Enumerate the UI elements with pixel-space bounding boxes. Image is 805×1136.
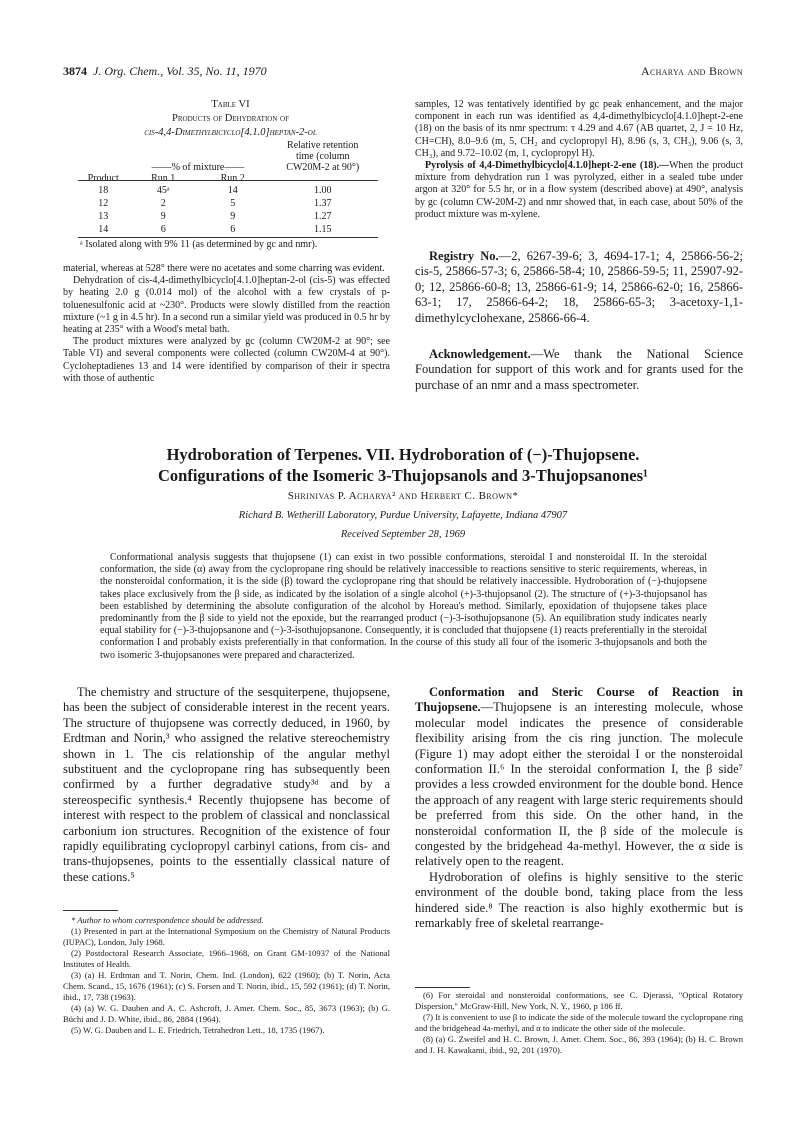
experimental-left-p2: Dehydration of cis-4,4-dimethylbicyclo[4.1.0]heptan-2-ol (cis-5) was effected by heating 2.0 g (0.014 mol) of the alcohol with a few crystals of p-toluenesulfonic acid at ~230°. Products were slowly distilled from the reaction mixture (~1 g in 4.5 hr). In a second run a similar yield was produced in 0.5 hr by heating at 235° with a Wood's metal bath. xyxy=(63,275,390,336)
footnote-item: * Author to whom correspondence should be addressed. xyxy=(71,915,264,925)
article-title-line2: Configurations of the Isomeric 3-Thujopsanols and 3-Thujopsanones¹ xyxy=(158,466,648,485)
header-authors: Acharya and Brown xyxy=(641,64,743,78)
acknowledgement xyxy=(415,347,743,393)
pyrolysis-text: When the product mixture from dehydration run 1 was pyrolyzed, either in a sealed tube under argon at 320° for 5.5 hr, or in a flow system (described above) at 490°, analysis by gc (column CW-20M-2) and nmr showed that, in each case, about 50% of the product mixture was m-xylene. xyxy=(415,160,743,220)
footnotes-right xyxy=(415,990,743,1056)
footnote-item: (2) Postdoctoral Research Associate, 1966–1968, on Grant GM-10937 of the National Institutes of Health. xyxy=(63,948,390,969)
footnote-item: (5) W. G. Dauben and L. E. Friedrich, Tetrahedron Lett., 18, 1735 (1967). xyxy=(71,1025,325,1035)
table-vi xyxy=(78,140,378,236)
footnote-item: (1) Presented in part at the International Symposium on the Chemistry of Natural Products (IUPAC), London, July 1968. xyxy=(63,926,390,947)
table-caption-line1: Products of Dehydration of xyxy=(172,113,289,124)
registry-heading: Registry No. xyxy=(429,249,499,263)
experimental-left-p1: material, whereas at 528° there were no acetates and some charring was evident. xyxy=(63,263,385,274)
body-right-p2: Hydroboration of olefins is highly sensitive to the steric environment of the double bond, taking place from the less hindered side.⁸ The reaction is also highly exothermic but is remarkably free of skeletal rearrange- xyxy=(415,869,743,931)
running-header xyxy=(63,64,743,82)
registry-text: —2, 6267-39-6; 3, 4694-17-1; 4, 25866-56-2; cis-5, 25866-57-3; 6, 25866-58-4; 10, 25866-59-5; 11, 25907-92-0; 12, 25866-60-8; 13, 25866-61-9; 14, 25866-62-0; 16, 25866-63-1; 17, 25866-64-2; 18, 25866-65-3; 3-acetoxy-1,1-dimethylcyclohexane, 25866-66-4. xyxy=(415,249,743,325)
journal-citation: J. Org. Chem., Vol. 35, No. 11, 1970 xyxy=(93,64,267,78)
table-header-run1: Run 1 xyxy=(151,173,176,184)
registry-numbers xyxy=(415,249,743,326)
footnote-item: (8) (a) G. Zweifel and H. C. Brown, J. Amer. Chem. Soc., 86, 393 (1964); (b) H. C. Brown and J. H. Kawakami, ibid., 92, 201 (1970). xyxy=(415,1034,743,1055)
pyrolysis-heading: Pyrolysis of 4,4-Dimethylbicyclo[4.1.0]hept-2-ene (18).— xyxy=(425,160,670,172)
footnote-rule-right xyxy=(415,987,470,988)
table-row: 18 45ᵃ 14 1.00 xyxy=(98,185,332,196)
pyrolysis-paragraph xyxy=(415,160,743,221)
table-caption-line2: cis-4,4-Dimethylbicyclo[4.1.0]heptan-2-ol xyxy=(144,127,317,138)
abstract: Conformational analysis suggests that thujopsene (1) can exist in two possible conformations, steroidal I and nonsteroidal II. In the steroidal conformation, the side (α) away from the cyclopropane ring should be relatively inaccessible to reactions sensitive to steric requirements, whereas, in the nonsteroidal conformation, it is the side (β) toward the cyclopropane ring that should be relatively inaccessible. Hydroboration of (−)-thujopsene takes place exclusively from the β side, as indicated by the isolation of a single alcohol (+)-3-thujopsanol (2). The structure of (+)-3-thujopsanol has been established by determining the absolute configuration of the alcohol by Horeau's method. Similarly, epoxidation of thujopsene takes place predominantly from the β side to yield not the epoxide, but the rearranged product (−)-3-isothujopsanone (5). An equilibration study indicates nearly equal stability for (−)-3-thujopsanone and (−)-3-isothujopsanone. Consequently, it is concluded that thujopsene (1) reacts preferentially in the steroidal conformation I and probably exists preferentially in that conformation. In the course of this study all four of the isomeric 3-thujopsanols and both the two isomeric 3-thujopsanones were prepared and characterized. xyxy=(100,552,707,661)
footnote-item: (4) (a) W. G. Dauben and A. C. Ashcroft, J. Amer. Chem. Soc., 85, 3673 (1963); (b) G. Büchi and J. D. White, ibid., 86, 2884 (1964). xyxy=(63,1003,390,1024)
table-header-run2: Run 2 xyxy=(220,173,245,184)
footnotes-left xyxy=(63,915,390,1036)
table-header-rule xyxy=(78,180,378,181)
article-authors: Shrinivas P. Acharya² and Herbert C. Brown* xyxy=(287,490,519,502)
page-number: 3874 xyxy=(63,64,87,78)
footnote-rule-left xyxy=(63,910,118,911)
article-affiliation: Richard B. Wetherill Laboratory, Purdue University, Lafayette, Indiana 47907 xyxy=(238,510,568,521)
acknowledgement-text: —We thank the National Science Foundation for support of this work and for grants used for the purchase of an nmr and a mass spectrometer. xyxy=(415,347,743,392)
table-header-ret1: Relative retention time (column CW20M-2 at 90°) xyxy=(286,140,360,173)
table-row: 13 9 9 1.27 xyxy=(98,211,332,222)
received-date: Received September 28, 1969 xyxy=(340,529,466,540)
article-title xyxy=(63,444,743,486)
table-caption xyxy=(63,98,398,140)
section-heading: Conformation and Steric Course of Reaction in Thujopsene. xyxy=(415,685,743,715)
experimental-right xyxy=(415,99,743,221)
body-left-p1: The chemistry and structure of the sesquiterpene, thujopsene, has been the subject of considerable interest in the recent years. The structure of thujopsene was correctly deduced, in 1960, by Erdtman and Norin,³ who assigned the relative stereochemistry shown in 1. The cis relationship of the angular methyl substituent and the cyclopropane ring has subsequently been confirmed by a further degradative study³ᵈ and by a stereospecific synthesis.⁴ Recently thujopsene has become of interest with respect to the problem of classical and nonclassical carbonium ion structures. Recognition of the existence of four rapidly equilibrating cyclopropyl carbinyl cations, from cis- and trans-thujopsenes, points to the essentially classical nature of these cations.⁵ xyxy=(63,685,390,884)
table-row: 14 6 6 1.15 xyxy=(98,224,332,235)
experimental-left xyxy=(63,263,390,385)
acknowledgement-heading: Acknowledgement. xyxy=(429,347,531,361)
body-left-column xyxy=(63,685,390,885)
table-footnote: ᵃ Isolated along with 9% 11 (as determined by gc and nmr). xyxy=(80,239,318,250)
article-title-line1: Hydroboration of Terpenes. VII. Hydroboration of (−)-Thujopsene. xyxy=(166,445,640,464)
body-right-p1: Conformation and Steric Course of Reaction in Thujopsene.—Thujopsene is an interesting molecule, whose molecular model indicates the presence of considerable flexibility arising from the cis ring junction. The molecule (Figure 1) may adopt either the steroidal I or the nonsteroidal conformation II.⁶ In the steroidal conformation I, the β side⁷ provides a less crowded environment for the double bond. Hence the approach of any reagent with large steric requirements should be preferred from this side. On the other hand, in the nonsteroidal conformation II, the β side of the molecule is congested by the bridgehead 4a-methyl. However, the α side is relatively open to the reagent. xyxy=(415,685,743,869)
experimental-left-p3: The product mixtures were analyzed by gc (column CW20M-2 at 90°; see Table VI) and several components were collected (column CW20M-4 at 90°). Cycloheptadienes 13 and 14 were identified by comparison of their ir spectra with those of authentic xyxy=(63,336,390,384)
experimental-right-p1: samples, 12 was tentatively identified by gc peak enhancement, and the major component in each run was identified as 4,4-dimethylbicyclo[4.1.0]hept-2-ene (18) on the basis of its nmr spectrum: τ 4.29 and 4.67 (AB quartet, 2, J = 10 Hz, CH=CH), 8.0–9.6 (m, 5, CH₂ and cyclopropyl H), 8.96 (s, 3, CH₃), 9.06 (s, 3, CH₃), and 9.72–10.02 (m, 1, cyclopropyl H). xyxy=(415,99,743,159)
table-label: Table VI xyxy=(211,99,250,110)
body-right-column xyxy=(415,685,743,932)
table-row: 12 2 5 1.37 xyxy=(98,198,332,209)
table-header-product: Product xyxy=(87,173,119,184)
footnote-item: (6) For steroidal and nonsteroidal conformations, see C. Djerassi, "Optical Rotatory Dispersion," McGraw-Hill, New York, N. Y., 1960, p 186 ff. xyxy=(415,990,743,1011)
footnote-item: (3) (a) H. Erdtman and T. Norin, Chem. Ind. (London), 622 (1960); (b) T. Norin, Acta Chem. Scand., 15, 1676 (1961); (c) S. Forsen and T. Norin, ibid., 15, 592 (1961); (d) T. Norin, ibid., 17, 738 (1963). xyxy=(63,970,390,1002)
footnote-item: (7) It is convenient to use β to indicate the side of the molecule toward the cyclopropane ring and the bridgehead 4a-methyl, and α to indicate the other side of the molecule. xyxy=(415,1012,743,1033)
table-header-mixture: ——% of mixture—— xyxy=(151,162,245,173)
